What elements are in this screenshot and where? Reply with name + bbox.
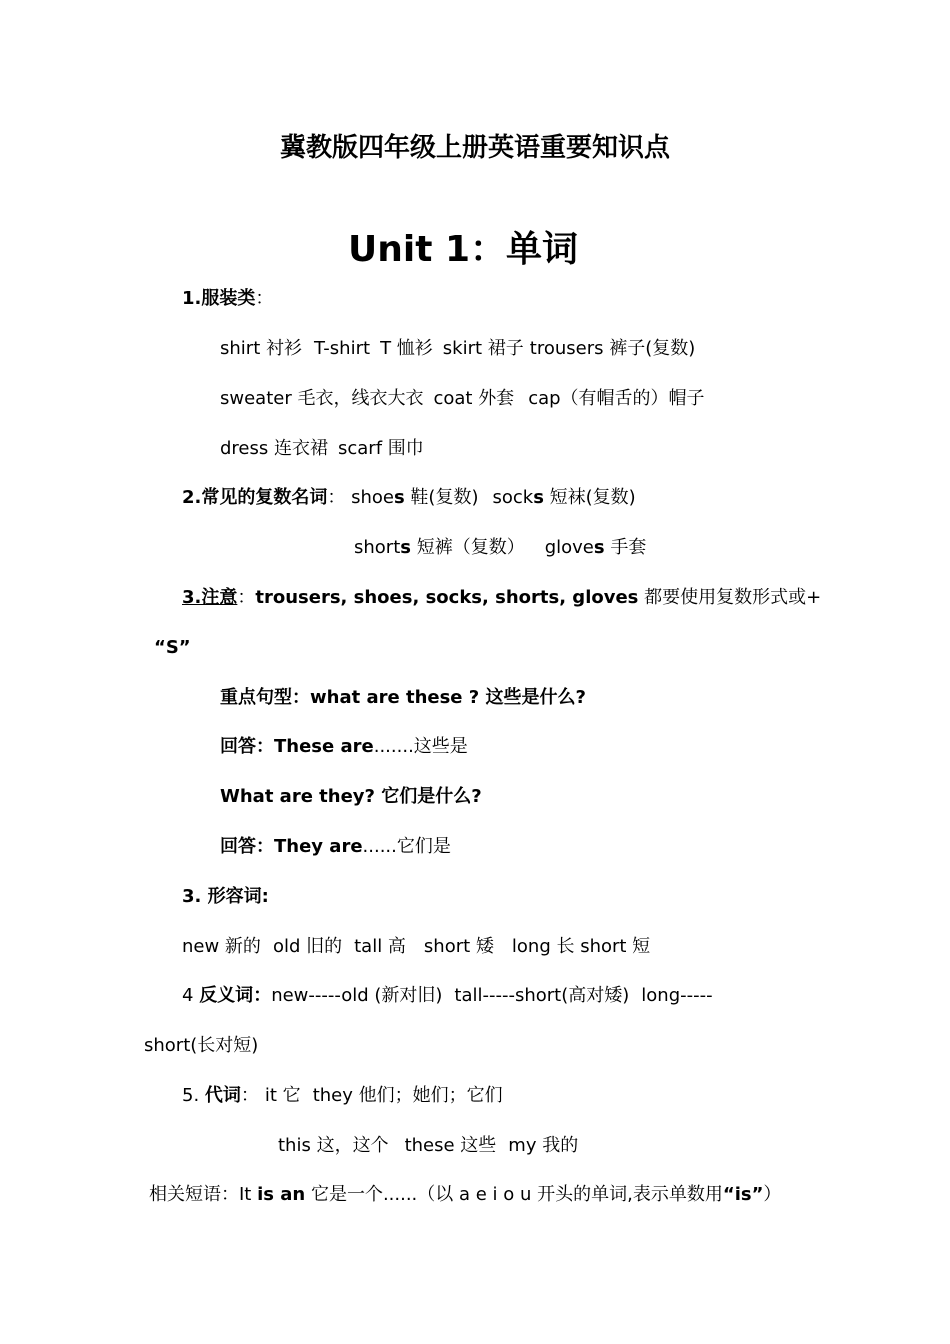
section-plural-nouns bbox=[182, 486, 636, 510]
vocab-item: sweater 毛衣，线衣大衣 bbox=[220, 388, 424, 409]
adjectives-row bbox=[182, 935, 650, 959]
section-note bbox=[182, 586, 821, 610]
plural-item: shorts 短裤（复数） bbox=[354, 537, 525, 558]
section-clothing-heading bbox=[182, 287, 273, 311]
clothing-heading-colon: ： bbox=[255, 288, 274, 309]
clothing-heading-text: 1.服装类 bbox=[182, 288, 256, 309]
antonym-item: tall-----short(高对矮) bbox=[454, 985, 630, 1006]
pronoun-item: these 这些 bbox=[404, 1135, 497, 1156]
vocab-item: tall 高 bbox=[354, 936, 406, 957]
vocab-item: shirt 衬衫 bbox=[220, 338, 302, 359]
plural-item: gloves 手套 bbox=[544, 537, 647, 558]
note-bold-words: trousers, shoes, socks, shorts, gloves bbox=[255, 587, 639, 608]
note-continuation: “S” bbox=[154, 637, 191, 658]
vocab-item: new 新的 bbox=[182, 936, 261, 957]
vocab-item: cap（有帽舌的）帽子 bbox=[528, 388, 705, 409]
vocab-item: skirt 裙子 bbox=[442, 338, 524, 359]
vocab-item: short 矮 bbox=[423, 936, 494, 957]
note-heading-colon: ： bbox=[237, 587, 256, 608]
note-rest: 都要使用复数形式或+ bbox=[638, 587, 822, 608]
antonym-item: new-----old (新对旧) bbox=[271, 985, 443, 1006]
vocab-item: scarf 围巾 bbox=[337, 438, 424, 459]
vocab-item: dress 连衣裙 bbox=[220, 438, 328, 459]
vocab-item: old 旧的 bbox=[272, 936, 343, 957]
clothing-row-2 bbox=[220, 387, 705, 411]
vocab-item: long 长 short 短 bbox=[511, 936, 651, 957]
answer-they-are: 回答：They are......它们是 bbox=[220, 836, 451, 857]
document-title: 冀教版四年级上册英语重要知识点 bbox=[279, 133, 670, 163]
unit-heading: Unit 1：单词 bbox=[348, 229, 578, 270]
pronoun-item: this 这，这个 bbox=[278, 1135, 389, 1156]
key-sentence-pattern: 重点句型：what are these ? 这些是什么? bbox=[220, 687, 586, 708]
antonyms-heading-text: 反义词 bbox=[199, 985, 254, 1006]
answer-these-are: 回答：These are.......这些是 bbox=[220, 736, 468, 757]
pronouns-heading-text: 代词 bbox=[204, 1085, 241, 1106]
plural-heading-text: 2.常见的复数名词 bbox=[182, 487, 328, 508]
pronoun-item: it 它 bbox=[264, 1085, 301, 1106]
question-what-are-they: What are they? 它们是什么? bbox=[220, 786, 482, 807]
note-heading-text: 3.注意 bbox=[182, 587, 238, 608]
plural-row-2 bbox=[354, 536, 646, 560]
plural-heading-colon: ： bbox=[327, 487, 346, 508]
antonym-item: long----- bbox=[641, 985, 713, 1006]
pronoun-item: they 他们；她们；它们 bbox=[312, 1085, 503, 1106]
pronouns-row-2 bbox=[278, 1134, 578, 1158]
clothing-row-1 bbox=[220, 337, 695, 361]
section-pronouns: 5. 代词： it 它 they 他们；她们；它们 bbox=[182, 1085, 503, 1106]
clothing-row-3 bbox=[220, 437, 424, 461]
vocab-item: coat 外套 bbox=[433, 388, 515, 409]
vocab-item: T-shirt bbox=[313, 338, 371, 359]
plural-item: shoes 鞋(复数) bbox=[351, 487, 479, 508]
antonyms-continuation: short(长对短) bbox=[144, 1035, 259, 1056]
related-phrase: 相关短语：It is an 它是一个......（以 a e i o u 开头的单词,表示单数用“is”） bbox=[149, 1184, 782, 1205]
section-adjectives-heading: 3. 形容词: bbox=[182, 886, 269, 907]
vocab-item: trousers 裤子(复数) bbox=[529, 338, 696, 359]
vocab-item: T 恤衫 bbox=[380, 338, 433, 359]
plural-item: socks 短袜(复数) bbox=[492, 487, 636, 508]
section-antonyms: 4 反义词：new-----old (新对旧) tall-----short(高对矮) long----- bbox=[182, 985, 713, 1006]
pronoun-item: my 我的 bbox=[508, 1135, 579, 1156]
